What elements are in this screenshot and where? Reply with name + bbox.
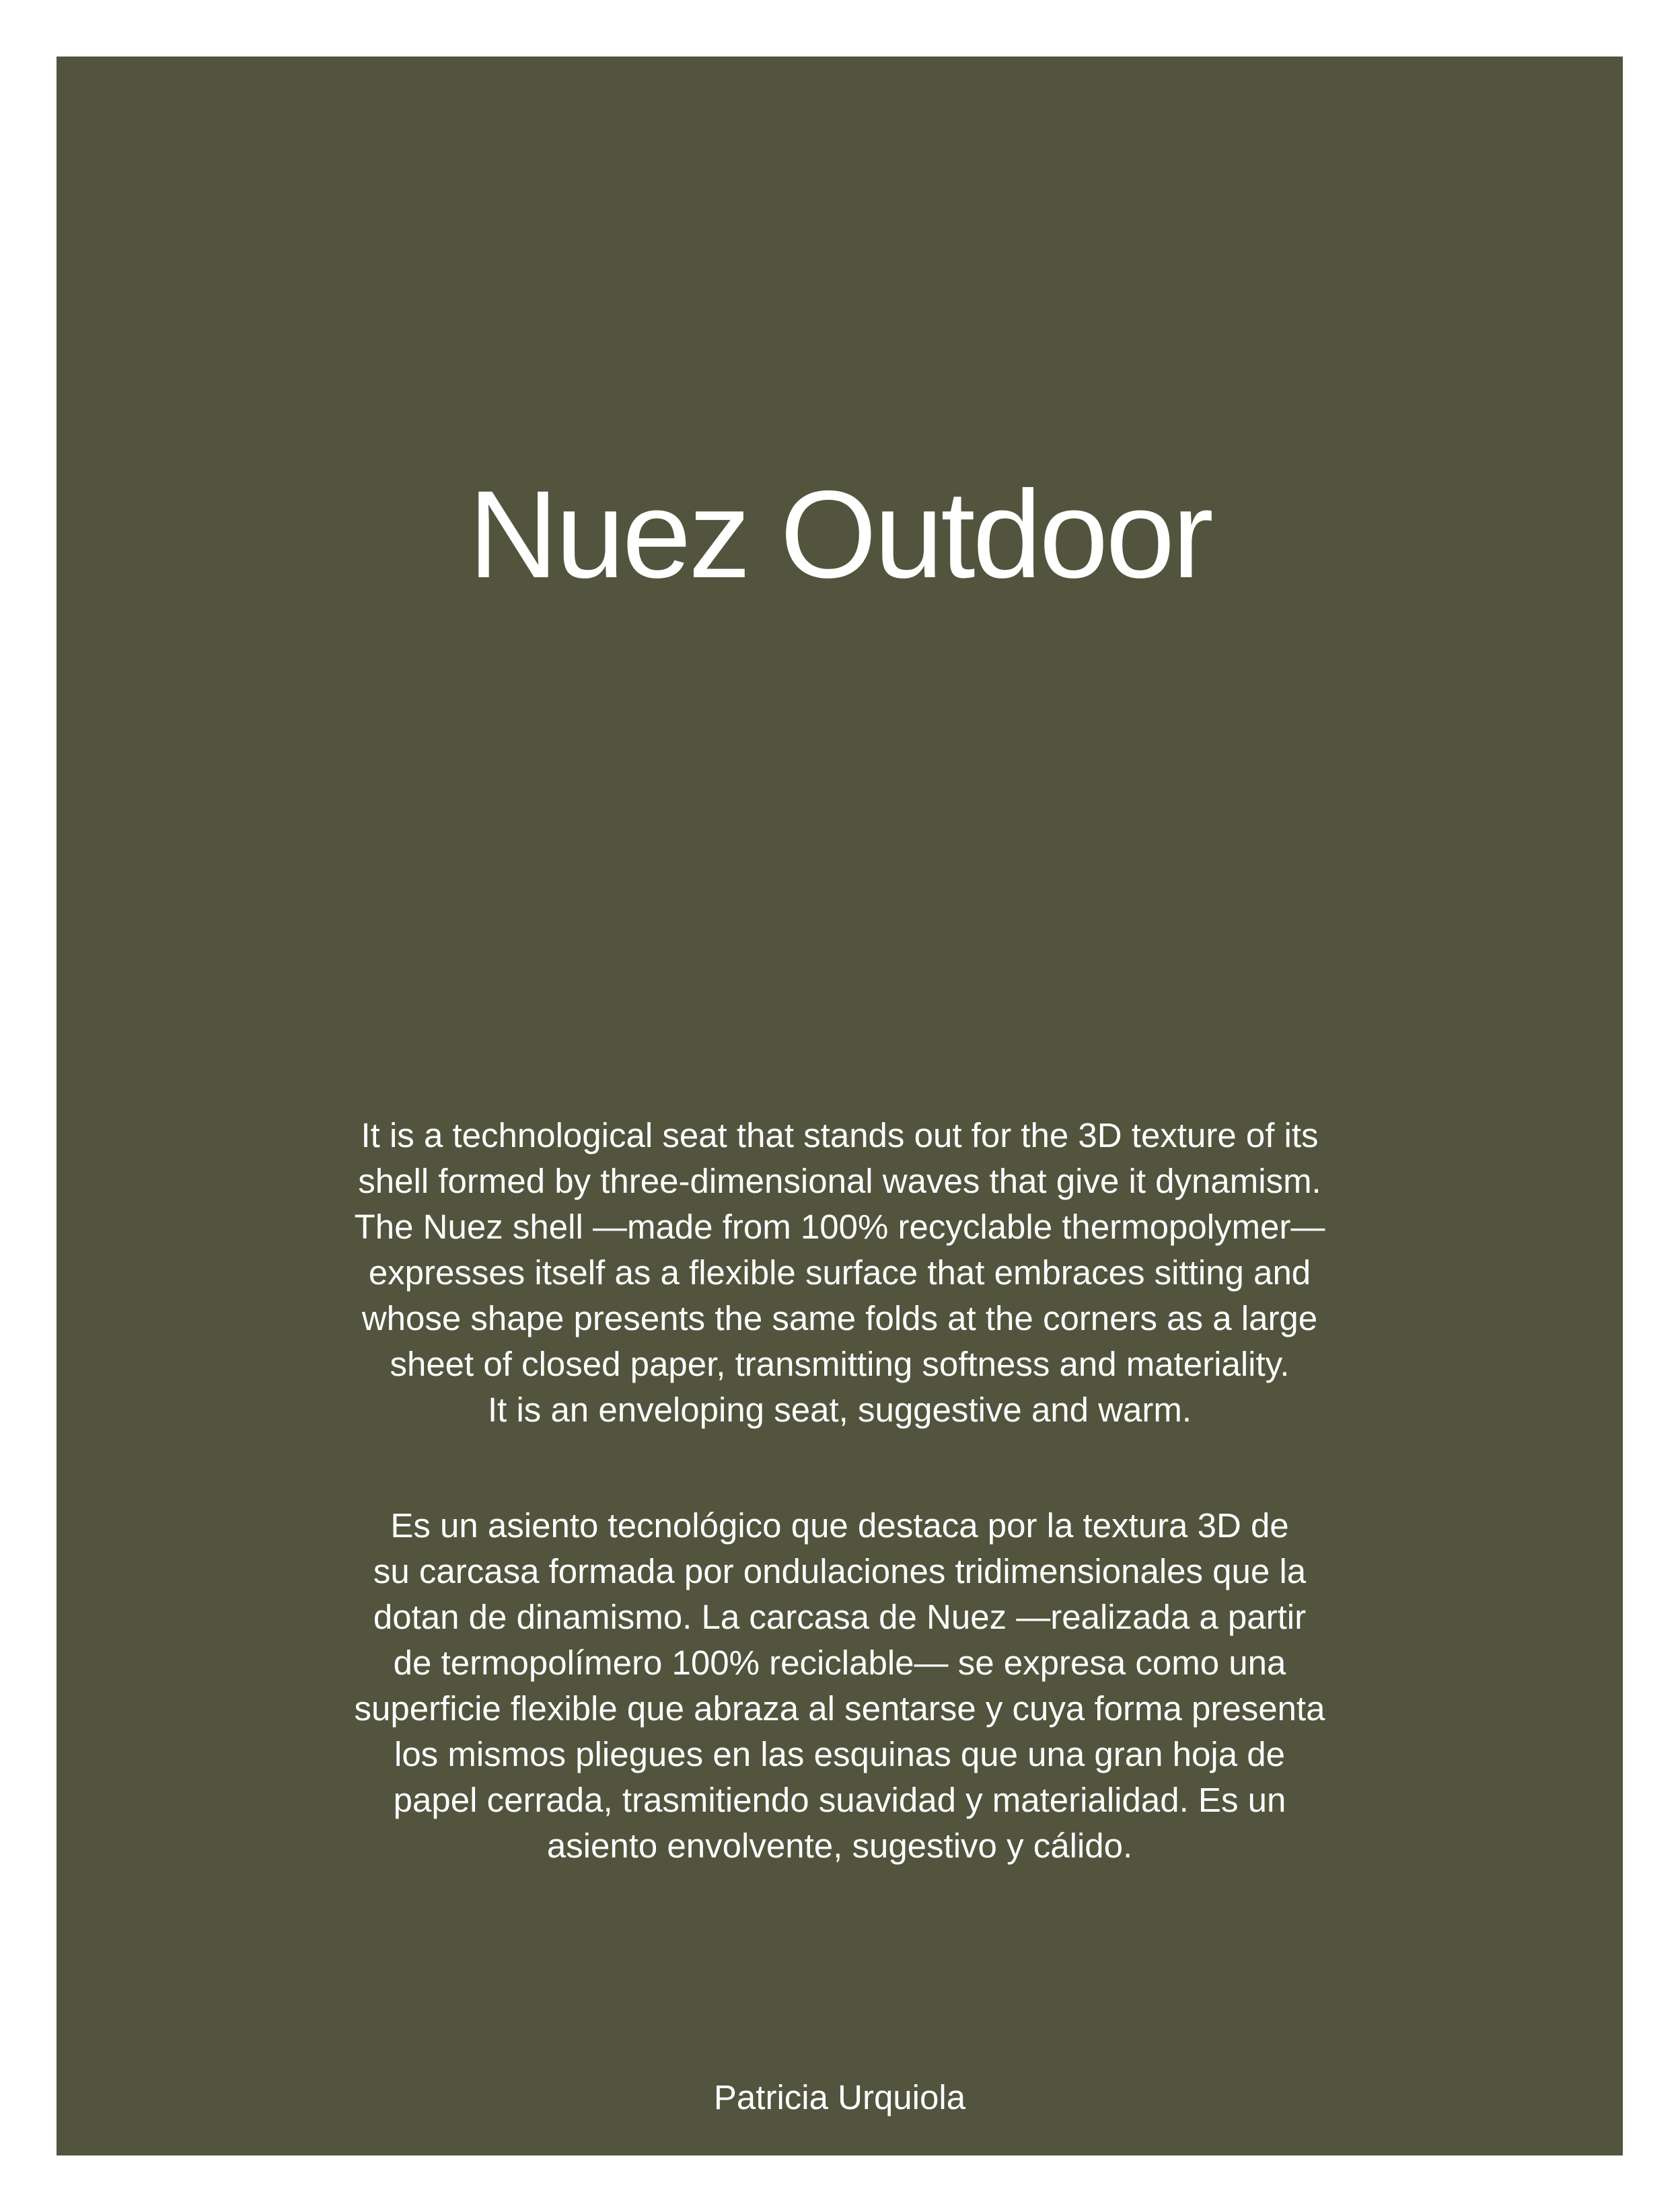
- description-line: su carcasa formada por ondulaciones tridimensionales que la: [373, 1552, 1307, 1590]
- description-line: dotan de dinamismo. La carcasa de Nuez —realizada a partir: [373, 1598, 1307, 1636]
- description-line: asiento envolvente, sugestivo y cálido.: [546, 1827, 1133, 1865]
- description-english: [57, 1113, 1623, 1433]
- description-line: papel cerrada, trasmitiendo suavidad y materialidad. Es un: [393, 1781, 1286, 1819]
- description-line: expresses itself as a flexible surface that embraces sitting and: [368, 1253, 1311, 1292]
- description-line: It is a technological seat that stands out for the 3D texture of its: [361, 1116, 1319, 1154]
- page-title: Nuez Outdoor: [468, 466, 1211, 604]
- description-line: de termopolímero 100% reciclable— se expresa como una: [393, 1644, 1286, 1682]
- description-line: shell formed by three-dimensional waves that give it dynamism.: [358, 1162, 1321, 1200]
- description-line: Es un asiento tecnológico que destaca por la textura 3D de: [390, 1506, 1289, 1545]
- cover-panel: [57, 57, 1623, 2155]
- description-line: It is an enveloping seat, suggestive and warm.: [487, 1391, 1192, 1429]
- description-line: whose shape presents the same folds at the corners as a large: [361, 1299, 1318, 1337]
- description-line: sheet of closed paper, transmitting softness and materiality.: [390, 1345, 1290, 1383]
- description-spanish: [57, 1503, 1623, 1869]
- description-line: superficie flexible que abraza al sentarse y cuya forma presenta: [354, 1689, 1325, 1728]
- description-line: los mismos pliegues en las esquinas que una gran hoja de: [394, 1735, 1285, 1773]
- designer-name: Patricia Urquiola: [713, 2078, 966, 2116]
- description-line: The Nuez shell —made from 100% recyclable thermopolymer—: [354, 1208, 1325, 1246]
